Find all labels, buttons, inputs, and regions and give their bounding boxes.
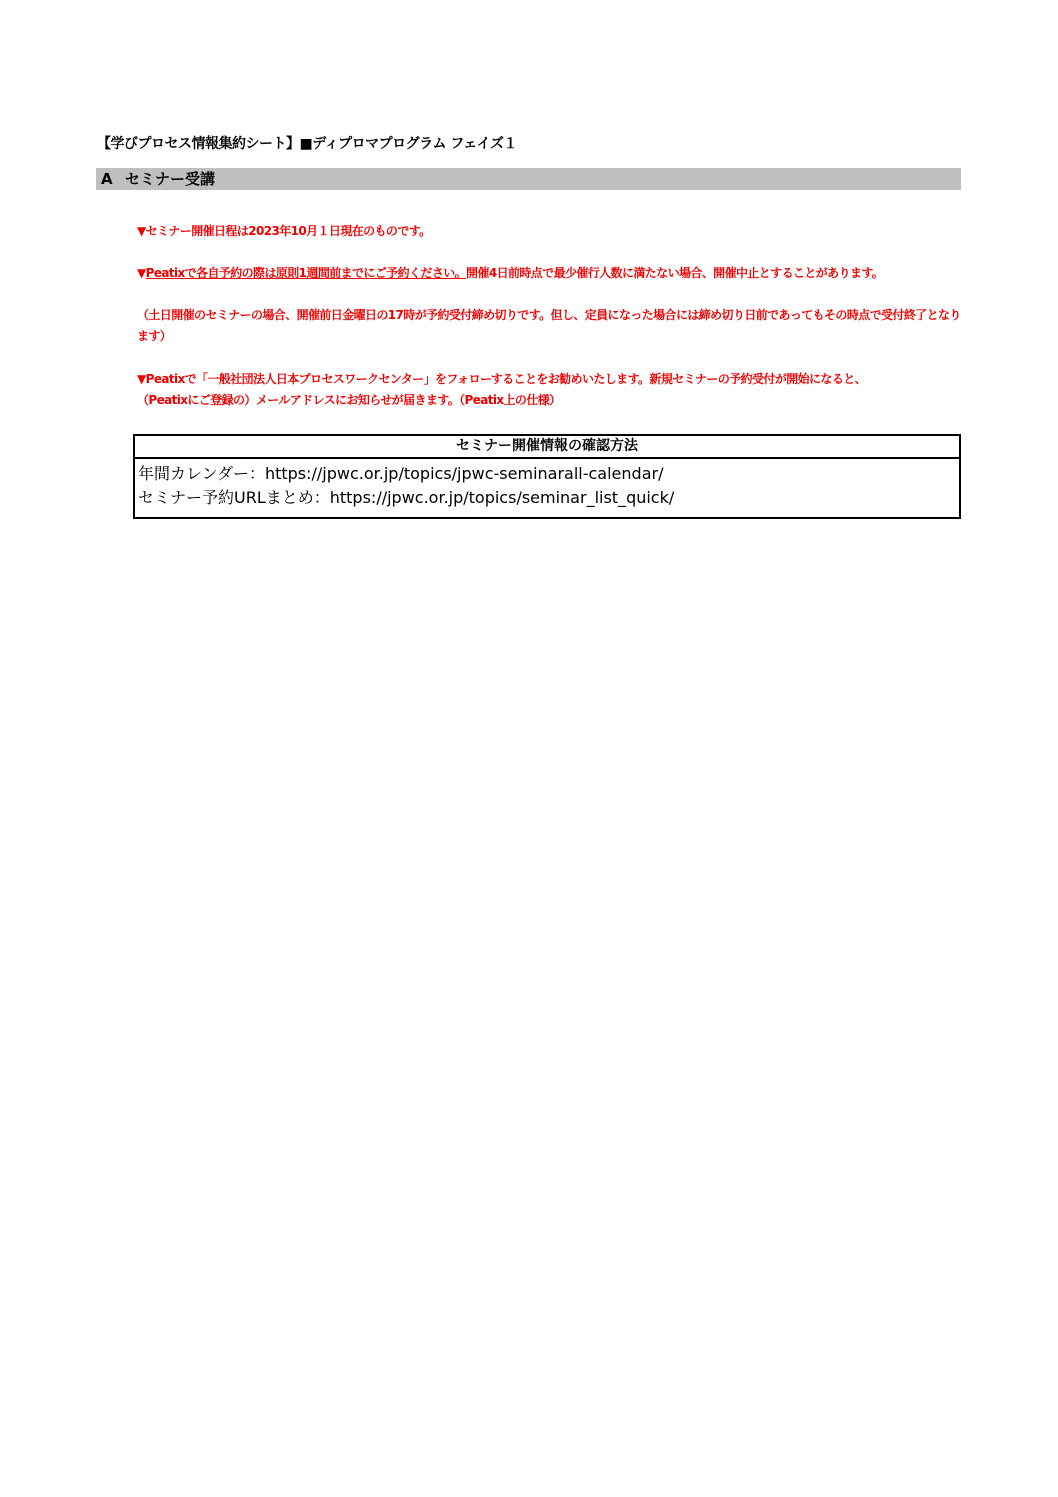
follow-note-line-1: ▼Peatixで「一般社団法人日本プロセスワークセンター」をフォローすることをお勧めいたします。新規セミナーの予約受付が開始になると、 bbox=[137, 372, 867, 386]
reservation-link[interactable]: セミナー予約URLまとめ：https://jpwc.or.jp/topics/seminar_list_quick/ bbox=[138, 488, 675, 507]
reservation-note-text: 開催4日前時点で最少催行人数に満たない場合、開催中止とすることがあります。 bbox=[466, 266, 884, 280]
info-box bbox=[133, 434, 961, 519]
document-title: 【学びプロセス情報集約シート】■ディプロマプログラム フェイズ１ bbox=[97, 136, 517, 152]
section-title: セミナー受講 bbox=[125, 170, 216, 188]
section-letter: A bbox=[101, 170, 113, 188]
follow-note-line-2: （Peatixにご登録の）メールアドレスにお知らせが届きます。（Peatix上の仕様） bbox=[137, 393, 561, 407]
reservation-note-emphasis: Peatixで各自予約の際は原則1週間前までにご予約ください。 bbox=[145, 266, 467, 280]
reservation-note-marker: ▼ bbox=[137, 266, 146, 280]
info-box-heading: セミナー開催情報の確認方法 bbox=[135, 436, 959, 459]
reservation-note bbox=[137, 263, 961, 284]
calendar-link[interactable]: 年間カレンダー：https://jpwc.or.jp/topics/jpwc-seminarall-calendar/ bbox=[138, 464, 664, 483]
weekend-note: （土日開催のセミナーの場合、開催前日金曜日の17時が予約受付締め切りです。但し、定員になった場合には締め切り日前であってもその時点で受付終了となります） bbox=[137, 308, 961, 343]
info-box-body bbox=[135, 459, 959, 510]
section-header bbox=[96, 168, 961, 190]
schedule-note: ▼セミナー開催日程は2023年10月１日現在のものです。 bbox=[137, 224, 431, 238]
